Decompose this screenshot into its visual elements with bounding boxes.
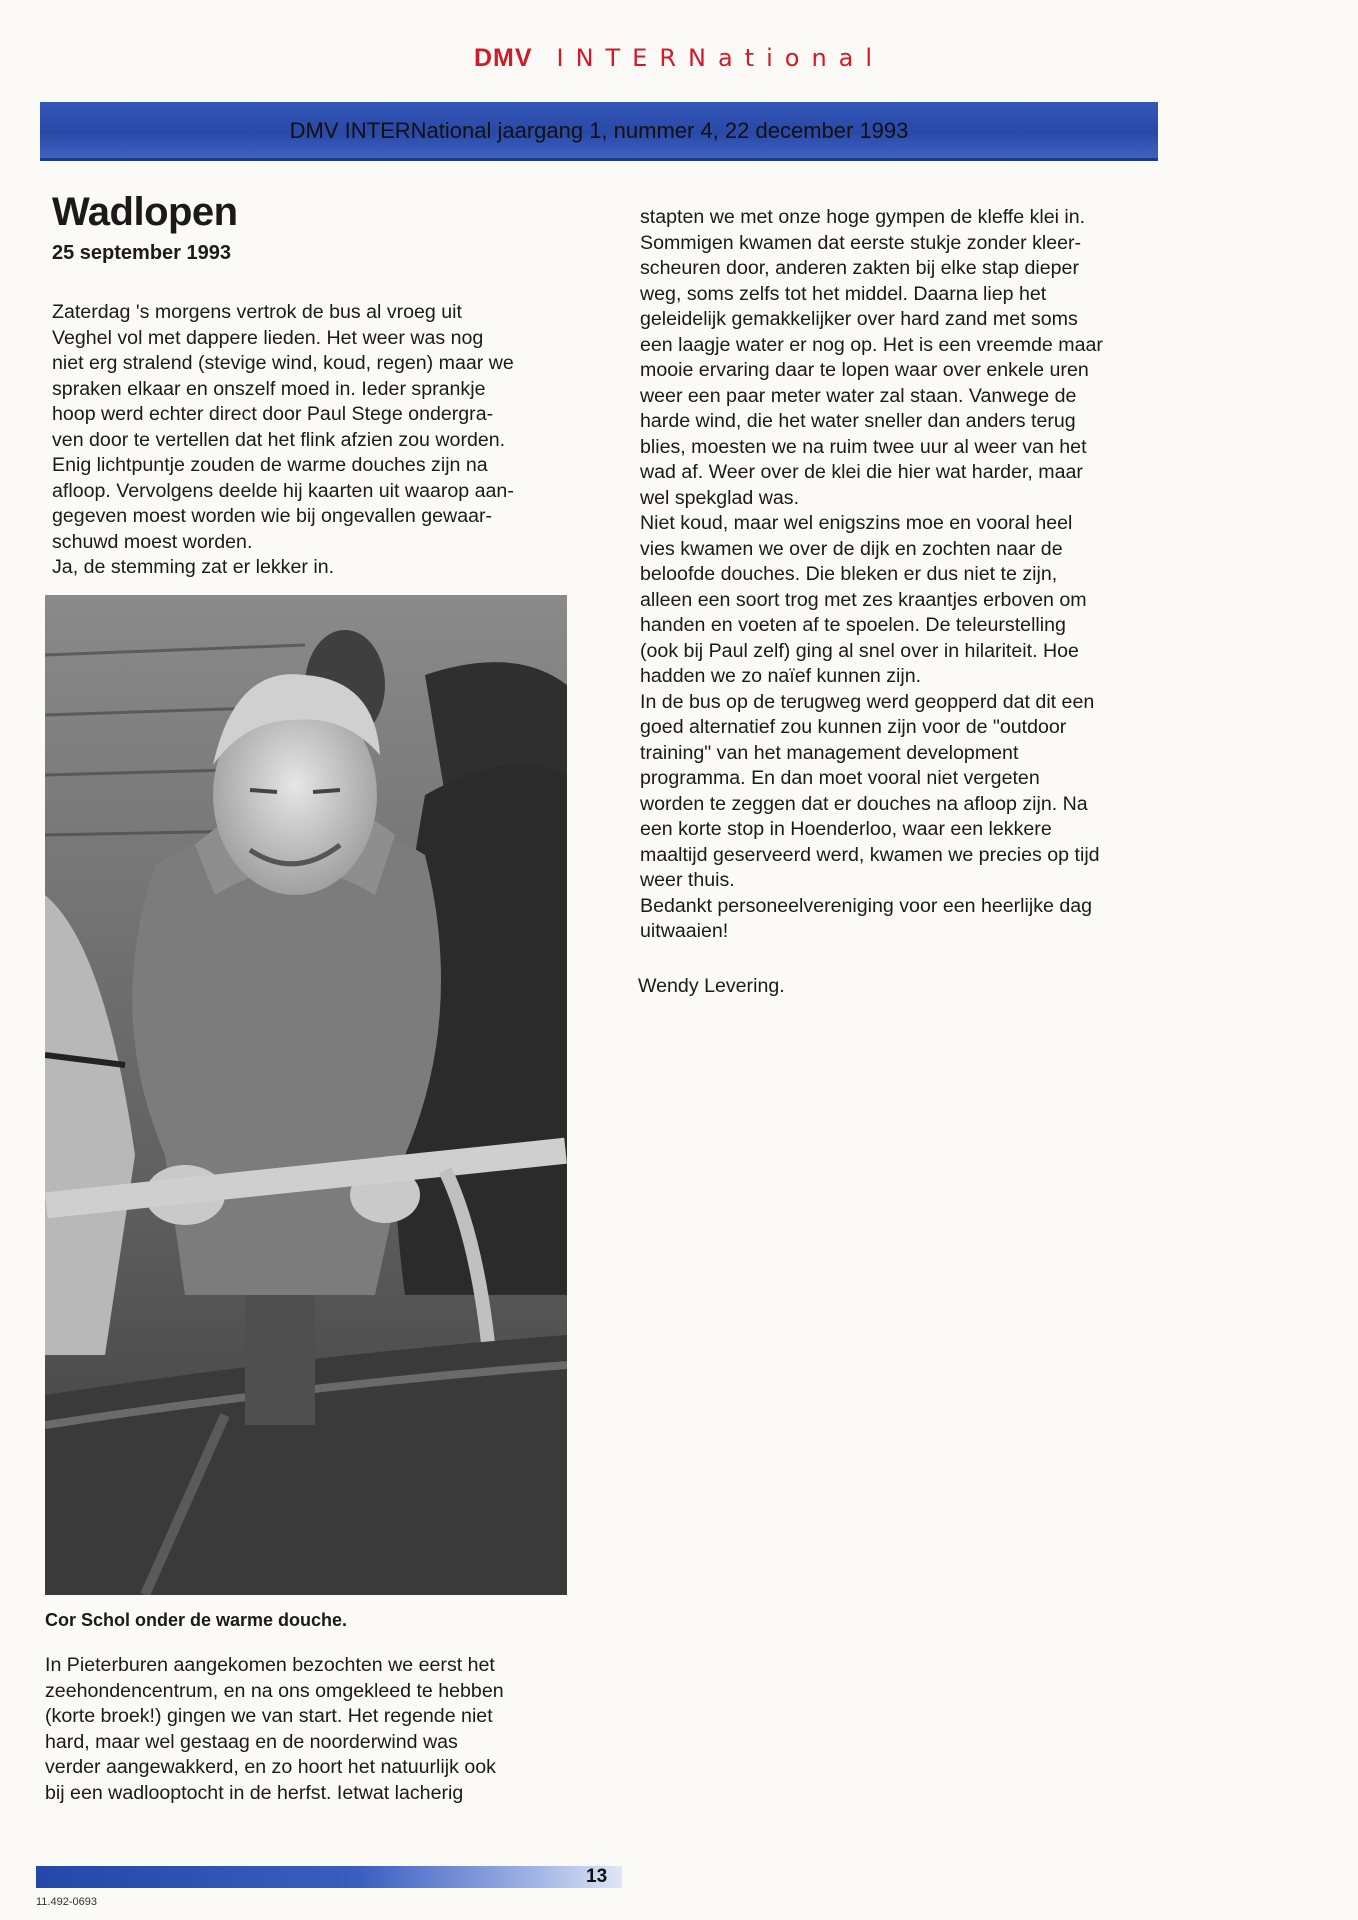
text-line: wad af. Weer over de klei die hier wat harder, maar — [640, 461, 1083, 483]
continued-paragraph — [45, 1653, 565, 1806]
text-line: blies, moesten we na ruim twee uur al weer van het — [640, 435, 1087, 458]
footer-bar — [36, 1866, 622, 1888]
text-line: hadden we zo naïef kunnen zijn. — [640, 665, 922, 687]
article-author: Wendy Levering. — [638, 975, 785, 997]
text-line: uitwaaien! — [640, 920, 729, 942]
text-line: ven door te vertellen dat het flink afzien zou worden. — [52, 428, 506, 451]
article-photo — [45, 595, 567, 1595]
text-line: Veghel vol met dappere lieden. Het weer was nog — [52, 326, 484, 349]
text-line: verder aangewakkerd, en zo hoort het natuurlijk ook — [45, 1756, 496, 1778]
text-line: hoop werd echter direct door Paul Stege ondergra- — [52, 403, 494, 425]
text-line: programma. En dan moet vooral niet vergeten — [640, 767, 1040, 789]
text-line: niet erg stralend (stevige wind, koud, regen) maar we — [52, 352, 514, 374]
text-line: scheuren door, anderen zakten bij elke stap dieper — [640, 257, 1079, 279]
text-line: mooie ervaring daar te lopen waar over enkele uren — [640, 359, 1089, 381]
document-code: 11.492-0693 — [36, 1896, 97, 1908]
text-line: Sommigen kwamen dat eerste stukje zonder kleer- — [640, 231, 1082, 254]
text-line: (korte broek!) gingen we van start. Het regende niet — [45, 1705, 493, 1727]
masthead-brand: DMV — [473, 44, 533, 72]
text-line: een laagje water er nog op. Het is een vreemde maar — [640, 333, 1103, 356]
text-line: zeehondencentrum, en na ons omgekleed te hebben — [45, 1679, 504, 1702]
issue-info: DMV INTERNational jaargang 1, nummer 4, 22 december 1993 — [289, 118, 909, 143]
text-line: beloofde douches. Die bleken er dus niet te zijn, — [640, 563, 1058, 585]
text-line: weer een paar meter water zal staan. Vanwege de — [640, 384, 1077, 407]
text-line: wel spekglad was. — [640, 486, 800, 509]
masthead — [0, 44, 1358, 73]
issue-banner — [40, 102, 1158, 161]
text-line: spraken elkaar en onszelf moed in. Ieder sprankje — [52, 377, 486, 400]
text-line: training" van het management development — [640, 741, 1019, 764]
text-line: vies kwamen we over de dijk en zochten naar de — [640, 537, 1063, 560]
text-line: Enig lichtpuntje zouden de warme douches zijn na — [52, 454, 488, 476]
text-line: Zaterdag 's morgens vertrok de bus al vroeg uit — [52, 301, 462, 323]
text-line: In Pieterburen aangekomen bezochten we eerst het — [45, 1654, 495, 1676]
photo-illustration — [45, 595, 567, 1595]
text-line: geleidelijk gemakkelijker over hard zand met soms — [640, 308, 1078, 330]
text-line: gegeven moest worden wie bij ongevallen gewaar- — [52, 505, 493, 527]
article-title: Wadlopen — [52, 190, 238, 234]
text-line: maaltijd geserveerd werd, kwamen we precies op tijd — [640, 843, 1100, 866]
article-date: 25 september 1993 — [52, 242, 232, 264]
text-line: weer thuis. — [640, 869, 735, 891]
text-line: Ja, de stemming zat er lekker in. — [52, 556, 335, 578]
text-line: Niet koud, maar wel enigszins moe en vooral heel — [640, 512, 1073, 534]
column-two-paragraph — [640, 205, 1160, 945]
text-line: (ook bij Paul zelf) ging al snel over in hilariteit. Hoe — [640, 639, 1079, 662]
page-number: 13 — [586, 1866, 608, 1887]
text-line: In de bus op de terugweg werd geopperd dat dit een — [640, 690, 1095, 713]
text-line: een korte stop in Hoenderloo, waar een lekkere — [640, 818, 1052, 840]
photo-caption: Cor Schol onder de warme douche. — [45, 1610, 348, 1630]
text-line: weg, soms zelfs tot het middel. Daarna liep het — [640, 282, 1047, 305]
text-line: schuwd moest worden. — [52, 530, 253, 553]
text-line: bij een wadlooptocht in de herfst. Ietwat lacherig — [45, 1781, 464, 1804]
text-line: hard, maar wel gestaag en de noorderwind was — [45, 1730, 458, 1753]
masthead-subtitle: INTERNational — [556, 44, 885, 72]
intro-paragraph — [52, 300, 572, 581]
text-line: harde wind, die het water sneller dan anders terug — [640, 410, 1076, 432]
text-line: afloop. Vervolgens deelde hij kaarten uit waarop aan- — [52, 479, 514, 502]
text-line: goed alternatief zou kunnen zijn voor de "outdoor — [640, 716, 1067, 738]
text-line: Bedankt personeelvereniging voor een heerlijke dag — [640, 894, 1093, 917]
text-line: stapten we met onze hoge gympen de kleffe klei in. — [640, 206, 1086, 228]
text-line: alleen een soort trog met zes kraantjes erboven om — [640, 588, 1087, 611]
text-line: worden te zeggen dat er douches na afloop zijn. Na — [640, 792, 1088, 815]
text-line: handen en voeten af te spoelen. De teleurstelling — [640, 614, 1066, 636]
